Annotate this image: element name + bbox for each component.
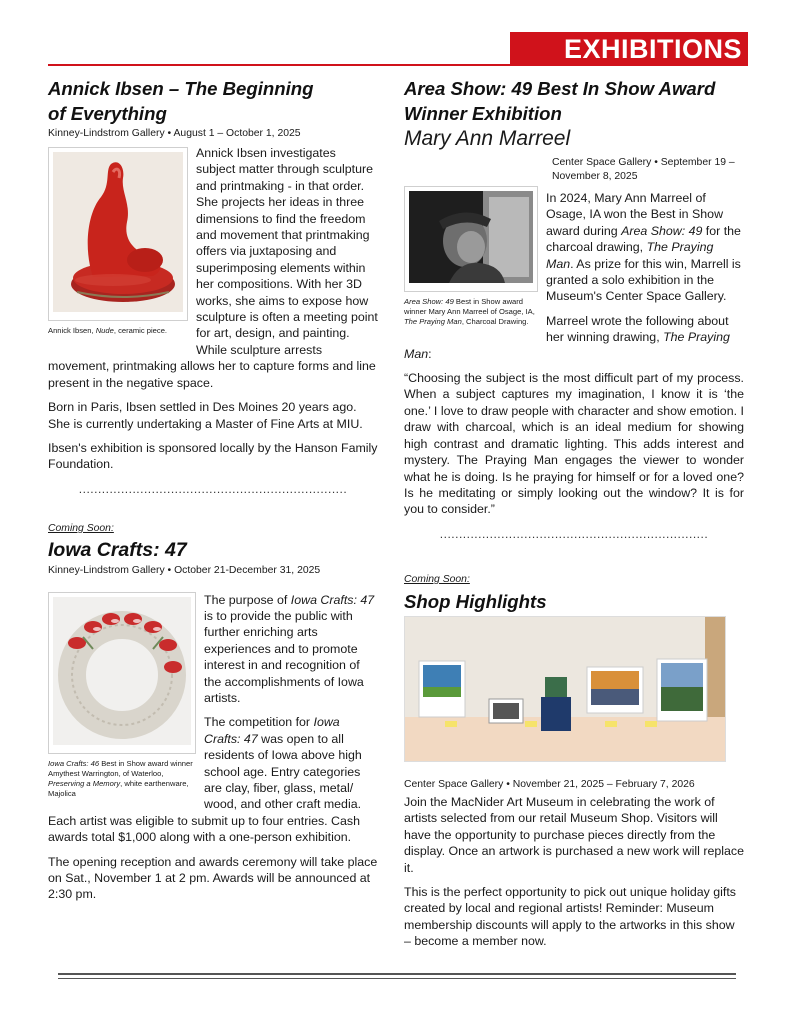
article-title-iowa-crafts: Iowa Crafts: 47	[48, 538, 187, 561]
figure-iowa-crafts	[48, 592, 196, 799]
title-line-2: of Everything	[48, 103, 167, 124]
figure-caption	[48, 326, 188, 336]
paragraph-emphasis: Iowa Crafts: 47	[204, 715, 340, 746]
paragraph-text: The competition for	[204, 715, 314, 730]
paragraph-emphasis: Iowa Crafts: 47	[290, 592, 375, 607]
article-paragraph: This is the perfect opportunity to pick out unique holiday gifts created by local and regional artists! Reminder: Museum membership discounts will apply to the artworks in this show – become a member now.	[404, 885, 736, 949]
title-line-2: Winner Exhibition	[404, 103, 562, 124]
artist-name: Mary Ann Marreel	[404, 127, 571, 150]
paragraph-emphasis: The Praying Man	[404, 330, 730, 361]
separator-dots: ......................................................................	[78, 481, 348, 496]
article-meta: Kinney-Lindstrom Gallery • October 21-December 31, 2025	[48, 564, 321, 576]
image-frame	[48, 592, 196, 754]
ceramic-sculpture-image	[53, 152, 183, 312]
article-title-area-show	[404, 76, 744, 126]
paragraph-text: The purpose of	[204, 592, 291, 607]
caption-text: , white earthenware, Majolica	[48, 778, 189, 798]
title-line-1: Annick Ibsen – The Beginning	[48, 78, 314, 99]
shop-text	[404, 778, 744, 958]
article-paragraph: Join the MacNider Art Museum in celebrating the work of artists selected from our retail Museum Shop. Visitors will have the opportunity to purchase pieces directly from the display. Once an artwork is purchased a new work will replace it.	[404, 795, 744, 875]
paragraph-emphasis: The Praying Man	[546, 240, 714, 271]
caption-title: Iowa Crafts: 46	[48, 758, 100, 768]
footer-rule	[58, 978, 736, 979]
caption-text: , ceramic piece.	[113, 326, 168, 336]
image-frame	[404, 186, 538, 292]
shop-display-image	[405, 617, 725, 761]
article-paragraph: Ibsen's exhibition is sponsored locally by the Hanson Family Foundation.	[48, 440, 378, 472]
paragraph-text: for the charcoal drawing,	[546, 223, 741, 255]
caption-text: Annick Ibsen,	[48, 326, 96, 336]
paragraph-text: :	[428, 346, 432, 361]
ceramic-wreath-image	[53, 597, 191, 745]
title-line-1: Area Show: 49 Best In Show Award	[404, 78, 716, 99]
paragraph-emphasis: Area Show: 49	[621, 223, 703, 238]
footer-rule	[58, 973, 736, 975]
section-banner	[510, 32, 748, 66]
artist-quote: “Choosing the subject is the most difficult part of my process. When a subject captures my imagination, I know it is ‘the one.’ I love to draw people with character and show emotion. I draw with charcoal, which is an ideal medium for showing high contrast and dramatic lighting. This adds interest and mystery. The Praying Man engages the viewer to wonder what he is doing. Is he praying for himself or for a loved one? Is he meditating or simply looking out the window? It is for you to consider.”	[404, 371, 744, 517]
caption-text: Best in Show award winner Amythest Warrington, of Waterloo,	[48, 758, 193, 778]
article-meta: Center Space Gallery • September 19 – November 8, 2025	[552, 157, 735, 182]
paragraph-text: was open to all residents of Iowa above high school age. Entry categories are clay, fiber, glass, metal/ wood, and other craft media. Each artist was eligible to submit up to four entries. Cash awards total $1,000 along with a one-person exhibition.	[48, 731, 362, 845]
right-column	[404, 76, 744, 614]
figure-ibsen	[48, 147, 188, 336]
article-meta: Kinney-Lindstrom Gallery • August 1 – October 1, 2025	[48, 128, 301, 139]
article-paragraph: Born in Paris, Ibsen settled in Des Moines 20 years ago. She is currently undertaking a Master of Fine Arts at MIU.	[48, 400, 363, 431]
paragraph-text: is to provide the public with further enriching arts experiences and to promote interest in and recognition of the accomplishments of Iowa artists.	[204, 608, 364, 705]
paragraph-text: In 2024, Mary Ann Marreel of Osage, IA won the Best in Show award during	[546, 191, 724, 238]
separator-dots: ......................................................................	[439, 526, 709, 541]
caption-title: Area Show: 49	[404, 297, 454, 307]
caption-text: , Charcoal Drawing.	[461, 317, 529, 327]
coming-soon-label: Coming Soon:	[48, 523, 114, 535]
coming-soon-label: Coming Soon:	[404, 574, 470, 586]
paragraph-text: . As prize for this win, Marrell is granted a solo exhibition in the Museum's Center Space Gallery.	[546, 256, 741, 304]
section-banner-label: EXHIBITIONS	[563, 34, 742, 64]
figure-caption	[48, 759, 196, 799]
shop-display-photo	[404, 616, 726, 762]
figure-caption	[404, 297, 538, 327]
left-column	[48, 76, 378, 911]
caption-title: The Praying Man	[404, 317, 462, 327]
image-frame	[48, 147, 188, 321]
article-paragraph: Annick Ibsen investigates subject matter through sculpture and printmaking - in that order. She projects her ideas in three dimensions to find the freedom and movement that printmaking offers via juxtaposing and superimposing elements within her compositions. With her 3D works, she aims to expose how sculpture is often a meeting point for art, design, and painting. While sculpture arrests movement, printmaking allows her to capture forms and line present in the negative space.	[48, 146, 378, 390]
paragraph-text: Marreel wrote the following about her winning drawing,	[546, 313, 729, 345]
charcoal-drawing-image	[409, 191, 533, 283]
banner-rule	[48, 64, 748, 66]
figure-praying-man	[404, 186, 538, 327]
caption-title: Preserving a Memory	[48, 778, 121, 788]
caption-text: Best in Show award winner Mary Ann Marreel of Osage, IA,	[404, 297, 535, 317]
article-paragraph: The opening reception and awards ceremony will take place on Sat., November 1 at 2 pm. Awards will be announced at 2:30 pm.	[48, 854, 378, 902]
article-meta: Center Space Gallery • November 21, 2025 – February 7, 2026	[404, 779, 695, 790]
article-title-ibsen	[48, 76, 378, 126]
article-title-shop-highlights: Shop Highlights	[404, 590, 547, 612]
caption-title: Nude	[95, 326, 114, 336]
